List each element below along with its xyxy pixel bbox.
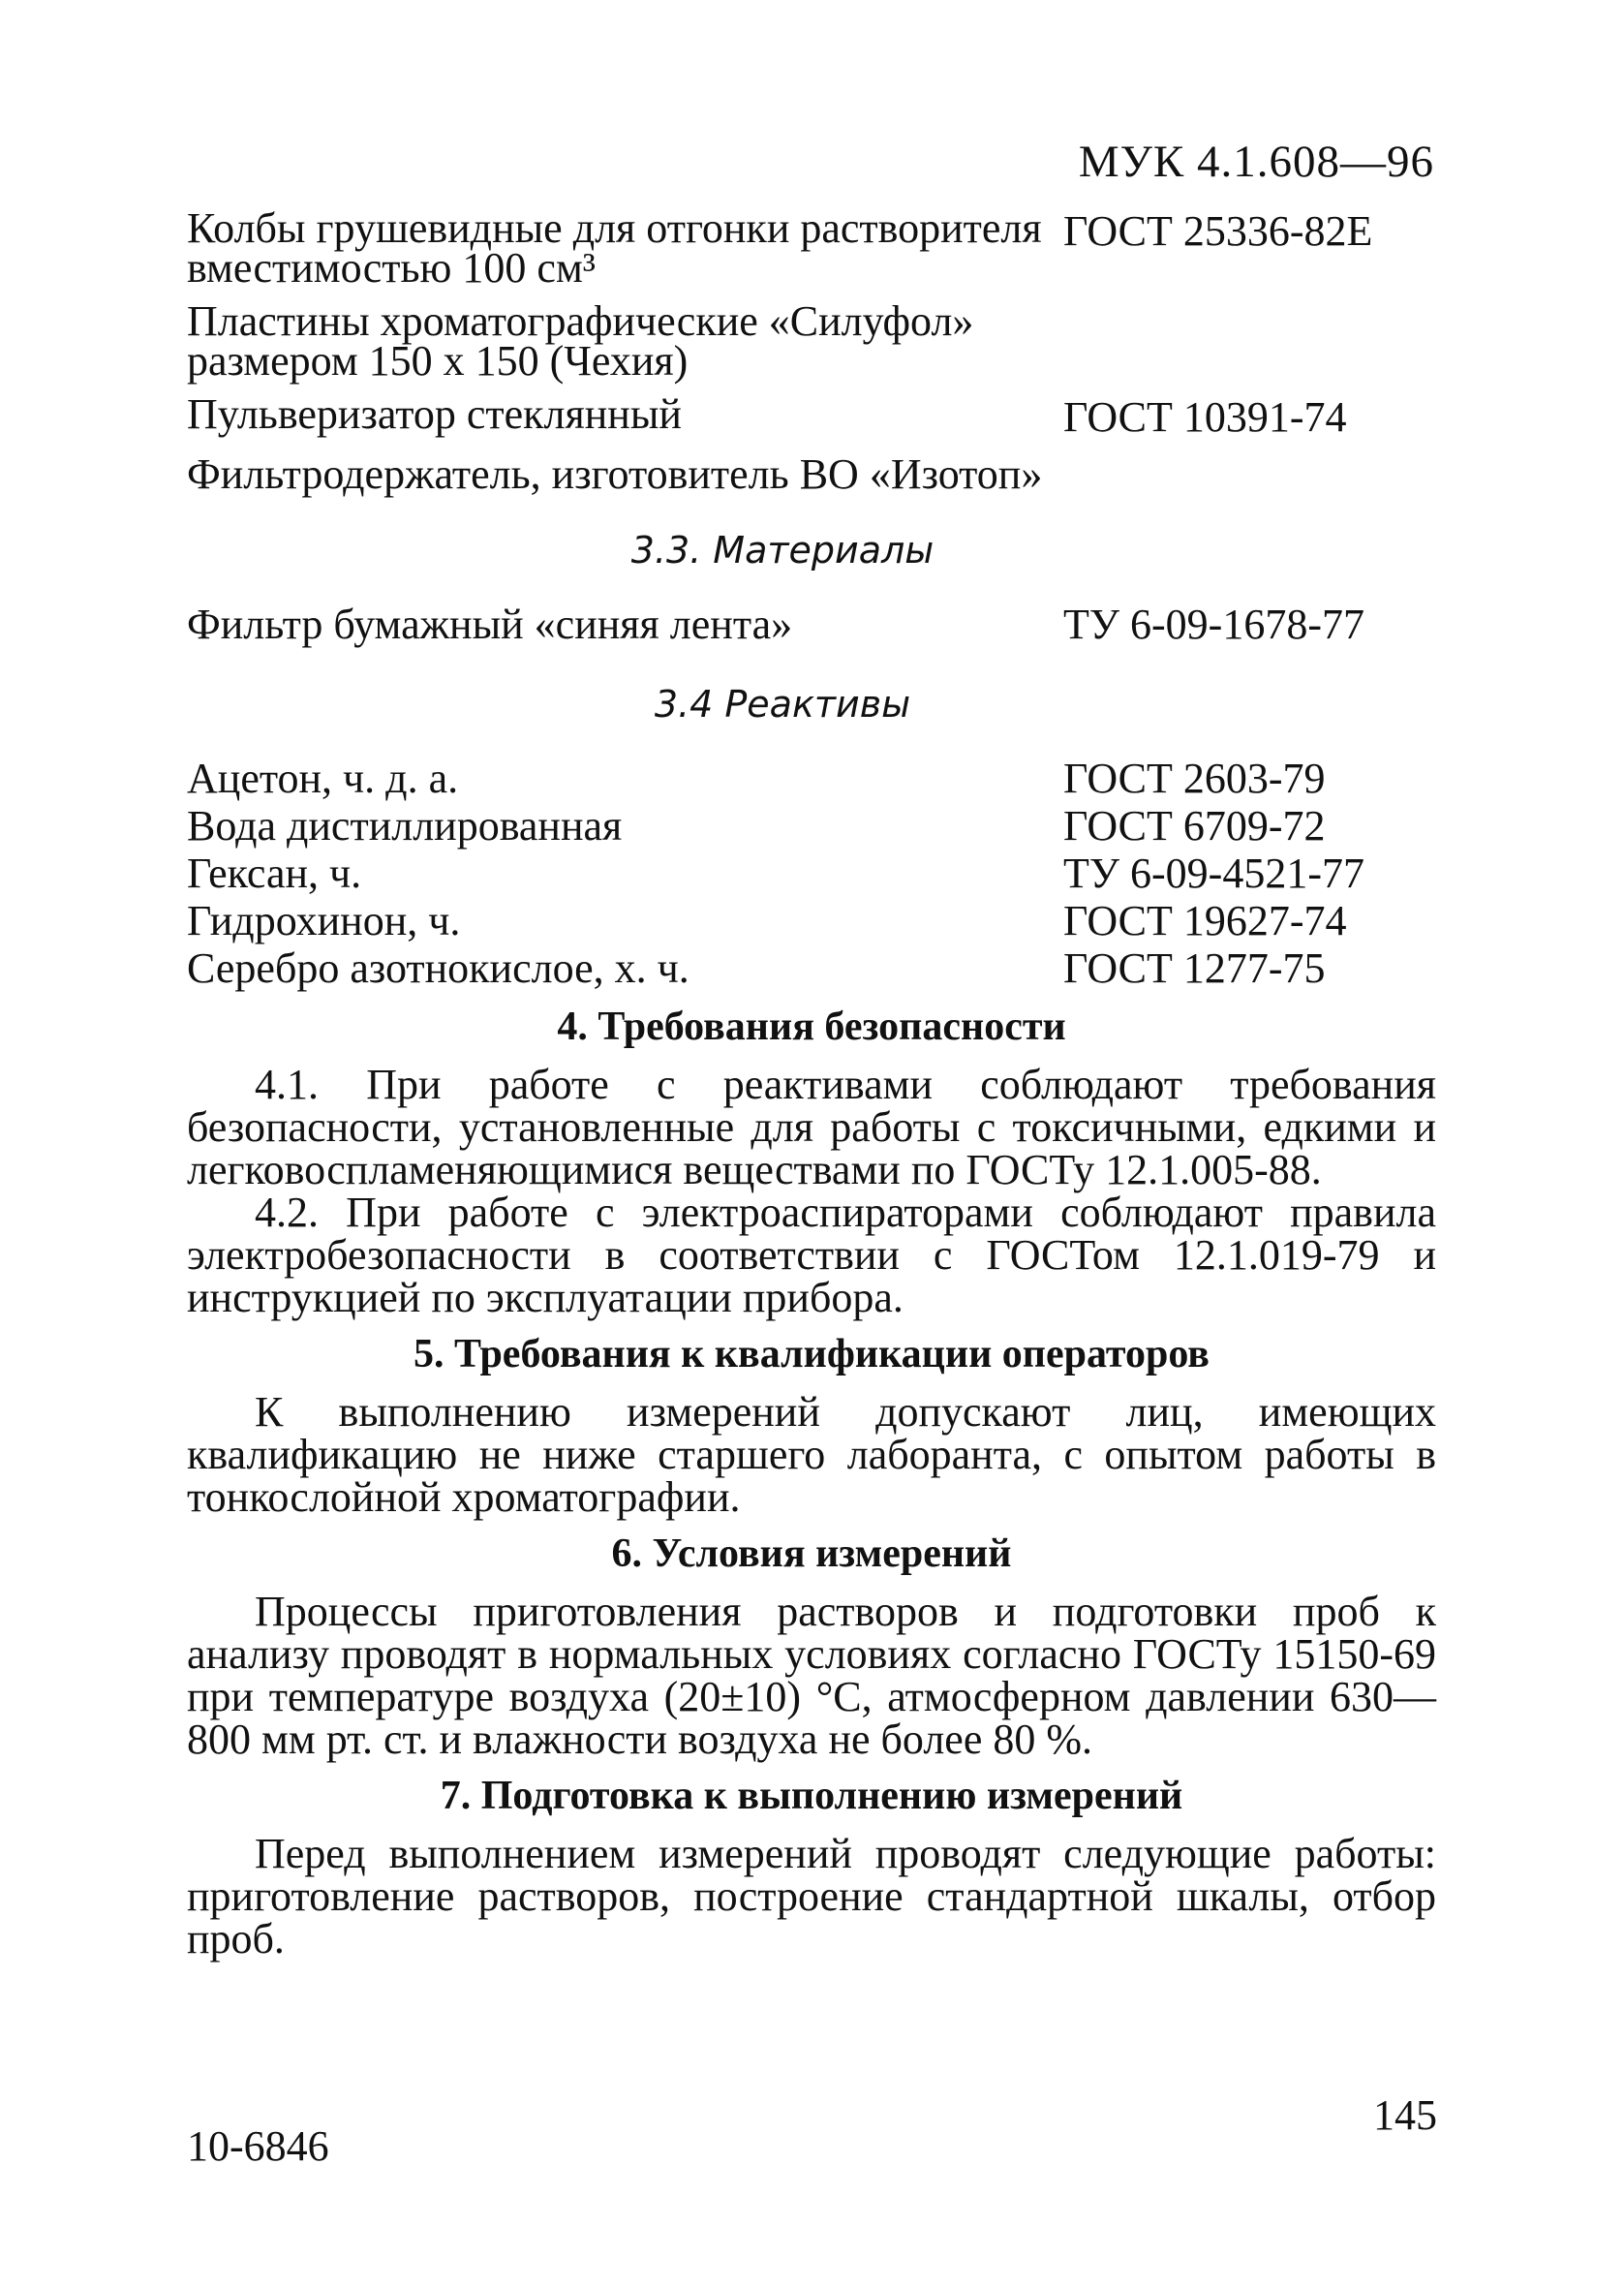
- item-name: Ацетон, ч. д. а.: [187, 755, 459, 802]
- item-name: Фильтродержатель, изготовитель ВО «Изотоп»: [187, 450, 1043, 498]
- document-code: МУК 4.1.608—96: [1078, 137, 1434, 187]
- item-name: Гидрохинон, ч.: [187, 897, 461, 944]
- list-item: [187, 755, 1436, 802]
- item-standard: ГОСТ 10391-74: [1063, 393, 1347, 441]
- page-number: 145: [1373, 2091, 1437, 2139]
- item-name: Фильтр бумажный «синяя лента»: [187, 601, 793, 648]
- item-standard: ГОСТ 6709-72: [1063, 802, 1326, 850]
- paragraph: Процессы приготовления растворов и подготовки проб к анализу проводят в нормальных условиях согласно ГОСТу 15150-69 при температуре воздуха (20±10) °С, атмосферном давлении 630—800 мм рт. ст. и влажности воздуха не более 80 %.: [187, 1588, 1436, 1763]
- item-standard: ТУ 6-09-1678-77: [1063, 601, 1364, 648]
- item-standard: ТУ 6-09-4521-77: [1063, 850, 1364, 897]
- reagents-title: 3.4 Реактивы: [654, 683, 911, 726]
- list-item: [187, 802, 1436, 850]
- item-name: Колбы грушевидные для отгонки растворителя вместимостью 100 см³: [187, 204, 1042, 292]
- section-title-qualification: 5. Требования к квалификации операторов: [414, 1332, 1210, 1376]
- list-item: [187, 390, 1436, 441]
- item-name: Пульверизатор стеклянный: [187, 390, 682, 438]
- item-standard: ГОСТ 25336-82Е: [1063, 207, 1373, 255]
- item-name: Серебро азотнокислое, х. ч.: [187, 944, 689, 992]
- list-item: [187, 850, 1436, 897]
- print-code: 10-6846: [187, 2122, 329, 2170]
- item-standard: ГОСТ 1277-75: [1063, 944, 1326, 992]
- paragraph: К выполнению измерений допускают лиц, имеющих квалификацию не ниже старшего лаборанта, с опытом работы в тонкослойной хроматографии.: [187, 1388, 1436, 1521]
- list-item: [187, 601, 1436, 648]
- section-title-conditions: 6. Условия измерений: [611, 1531, 1012, 1576]
- list-item: [187, 297, 1436, 385]
- item-name: Гексан, ч.: [187, 850, 362, 897]
- item-name: Вода дистиллированная: [187, 802, 623, 850]
- list-item: [187, 204, 1436, 292]
- paragraph: 4.2. При работе с электроаспираторами соблюдают правила электробезопасности в соответствии с ГОСТом 12.1.019-79 и инструкцией по эксплуатации прибора.: [187, 1189, 1436, 1321]
- item-standard: ГОСТ 19627-74: [1063, 897, 1347, 944]
- page-content: [187, 204, 1436, 1963]
- reagents-list: [187, 755, 1436, 992]
- section-title-safety: 4. Требования безопасности: [557, 1005, 1066, 1049]
- item-standard: ГОСТ 2603-79: [1063, 755, 1326, 802]
- materials-title: 3.3. Материалы: [630, 529, 935, 572]
- list-item: [187, 450, 1436, 498]
- section-title-preparation: 7. Подготовка к выполнению измерений: [440, 1774, 1183, 1818]
- list-item: [187, 897, 1436, 944]
- paragraph: 4.1. При работе с реактивами соблюдают требования безопасности, установленные для работы с токсичными, едкими и легковоспламеняющимися веществами по ГОСТу 12.1.005-88.: [187, 1061, 1436, 1193]
- item-name: Пластины хроматографические «Силуфол» размером 150 х 150 (Чехия): [187, 297, 974, 385]
- equipment-list: [187, 204, 1436, 498]
- list-item: [187, 944, 1436, 992]
- materials-list: [187, 601, 1436, 648]
- paragraph: Перед выполнением измерений проводят следующие работы: приготовление растворов, построение стандартной шкалы, отбор проб.: [187, 1830, 1436, 1963]
